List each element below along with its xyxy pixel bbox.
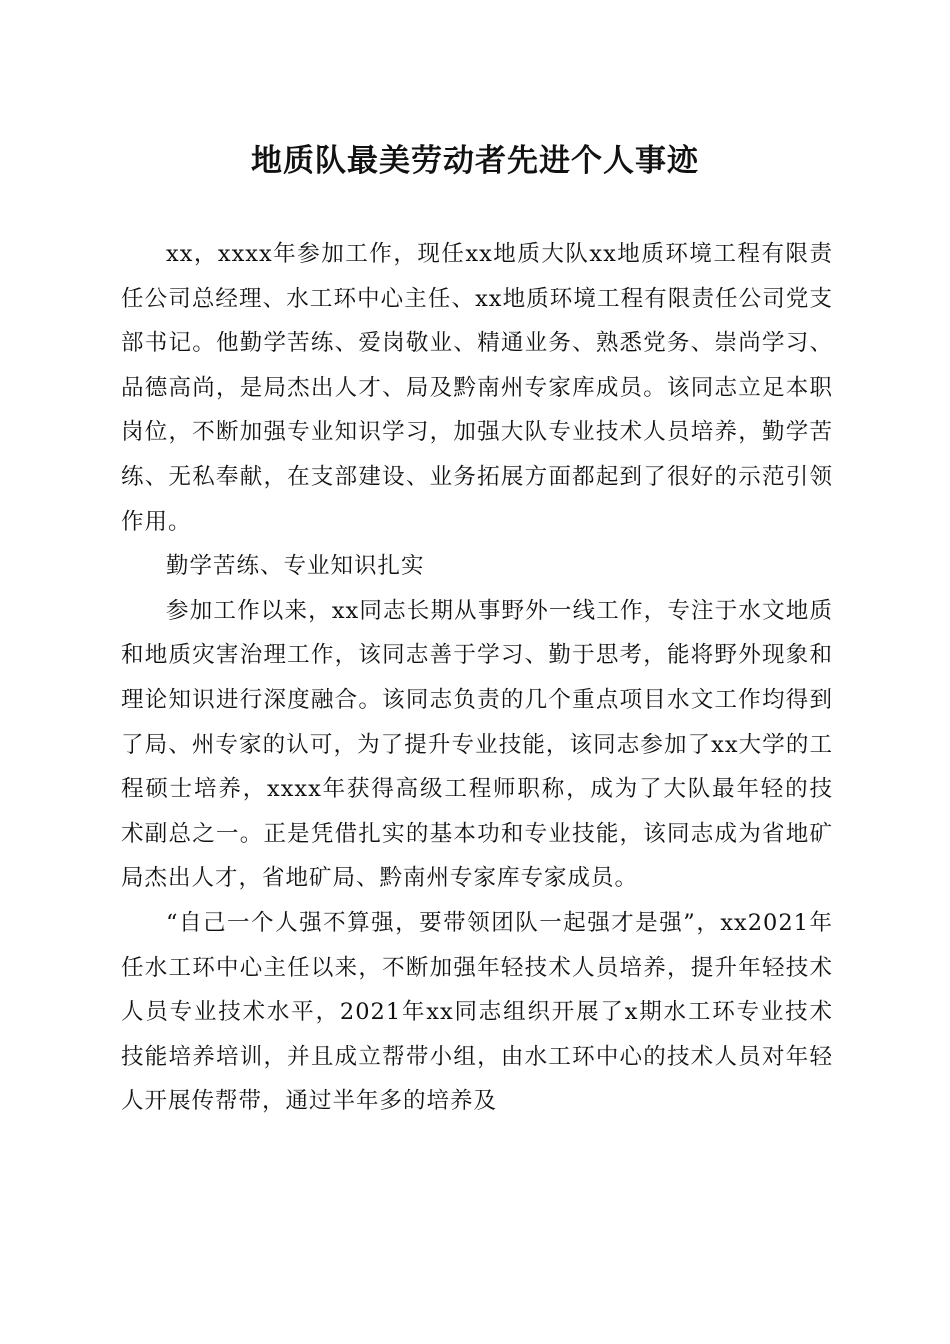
- document-body: [121, 232, 833, 1124]
- document-title: 地质队最美劳动者先进个人事迹: [251, 143, 699, 179]
- paragraph-intro: xx，xxxx年参加工作，现任xx地质大队xx地质环境工程有限责任公司总经理、水工环中心主任、xx地质环境工程有限责任公司党支部书记。他勤学苦练、爱岗敬业、精通业务、熟悉党务、崇尚学习、品德高尚，是局杰出人才、局及黔南州专家库成员。该同志立足本职岗位，不断加强专业知识学习，加强大队专业技术人员培养，勤学苦练、无私奉献，在支部建设、业务拓展方面都起到了很好的示范引领作用。: [121, 241, 833, 535]
- paragraph-study: 参加工作以来，xx同志长期从事野外一线工作，专注于水文地质和地质灾害治理工作，该同志善于学习、勤于思考，能将野外现象和理论知识进行深度融合。该同志负责的几个重点项目水文工作均得到了局、州专家的认可，为了提升专业技能，该同志参加了xx大学的工程硕士培养，xxxx年获得高级工程师职称，成为了大队最年轻的技术副总之一。正是凭借扎实的基本功和专业技能，该同志成为省地矿局杰出人才，省地矿局、黔南州专家库专家成员。: [121, 597, 833, 892]
- section-heading: 勤学苦练、专业知识扎实: [166, 553, 425, 580]
- paragraph-team: “自己一个人强不算强，要带领团队一起强才是强”，xx2021年任水工环中心主任以来，不断加强年轻技术人员培养，提升年轻技术人员专业技术水平，2021年xx同志组织开展了x期水工环专业技术技能培养培训，并且成立帮带小组，由水工环中心的技术人员对年轻人开展传帮带，通过半年多的培养及: [121, 909, 833, 1115]
